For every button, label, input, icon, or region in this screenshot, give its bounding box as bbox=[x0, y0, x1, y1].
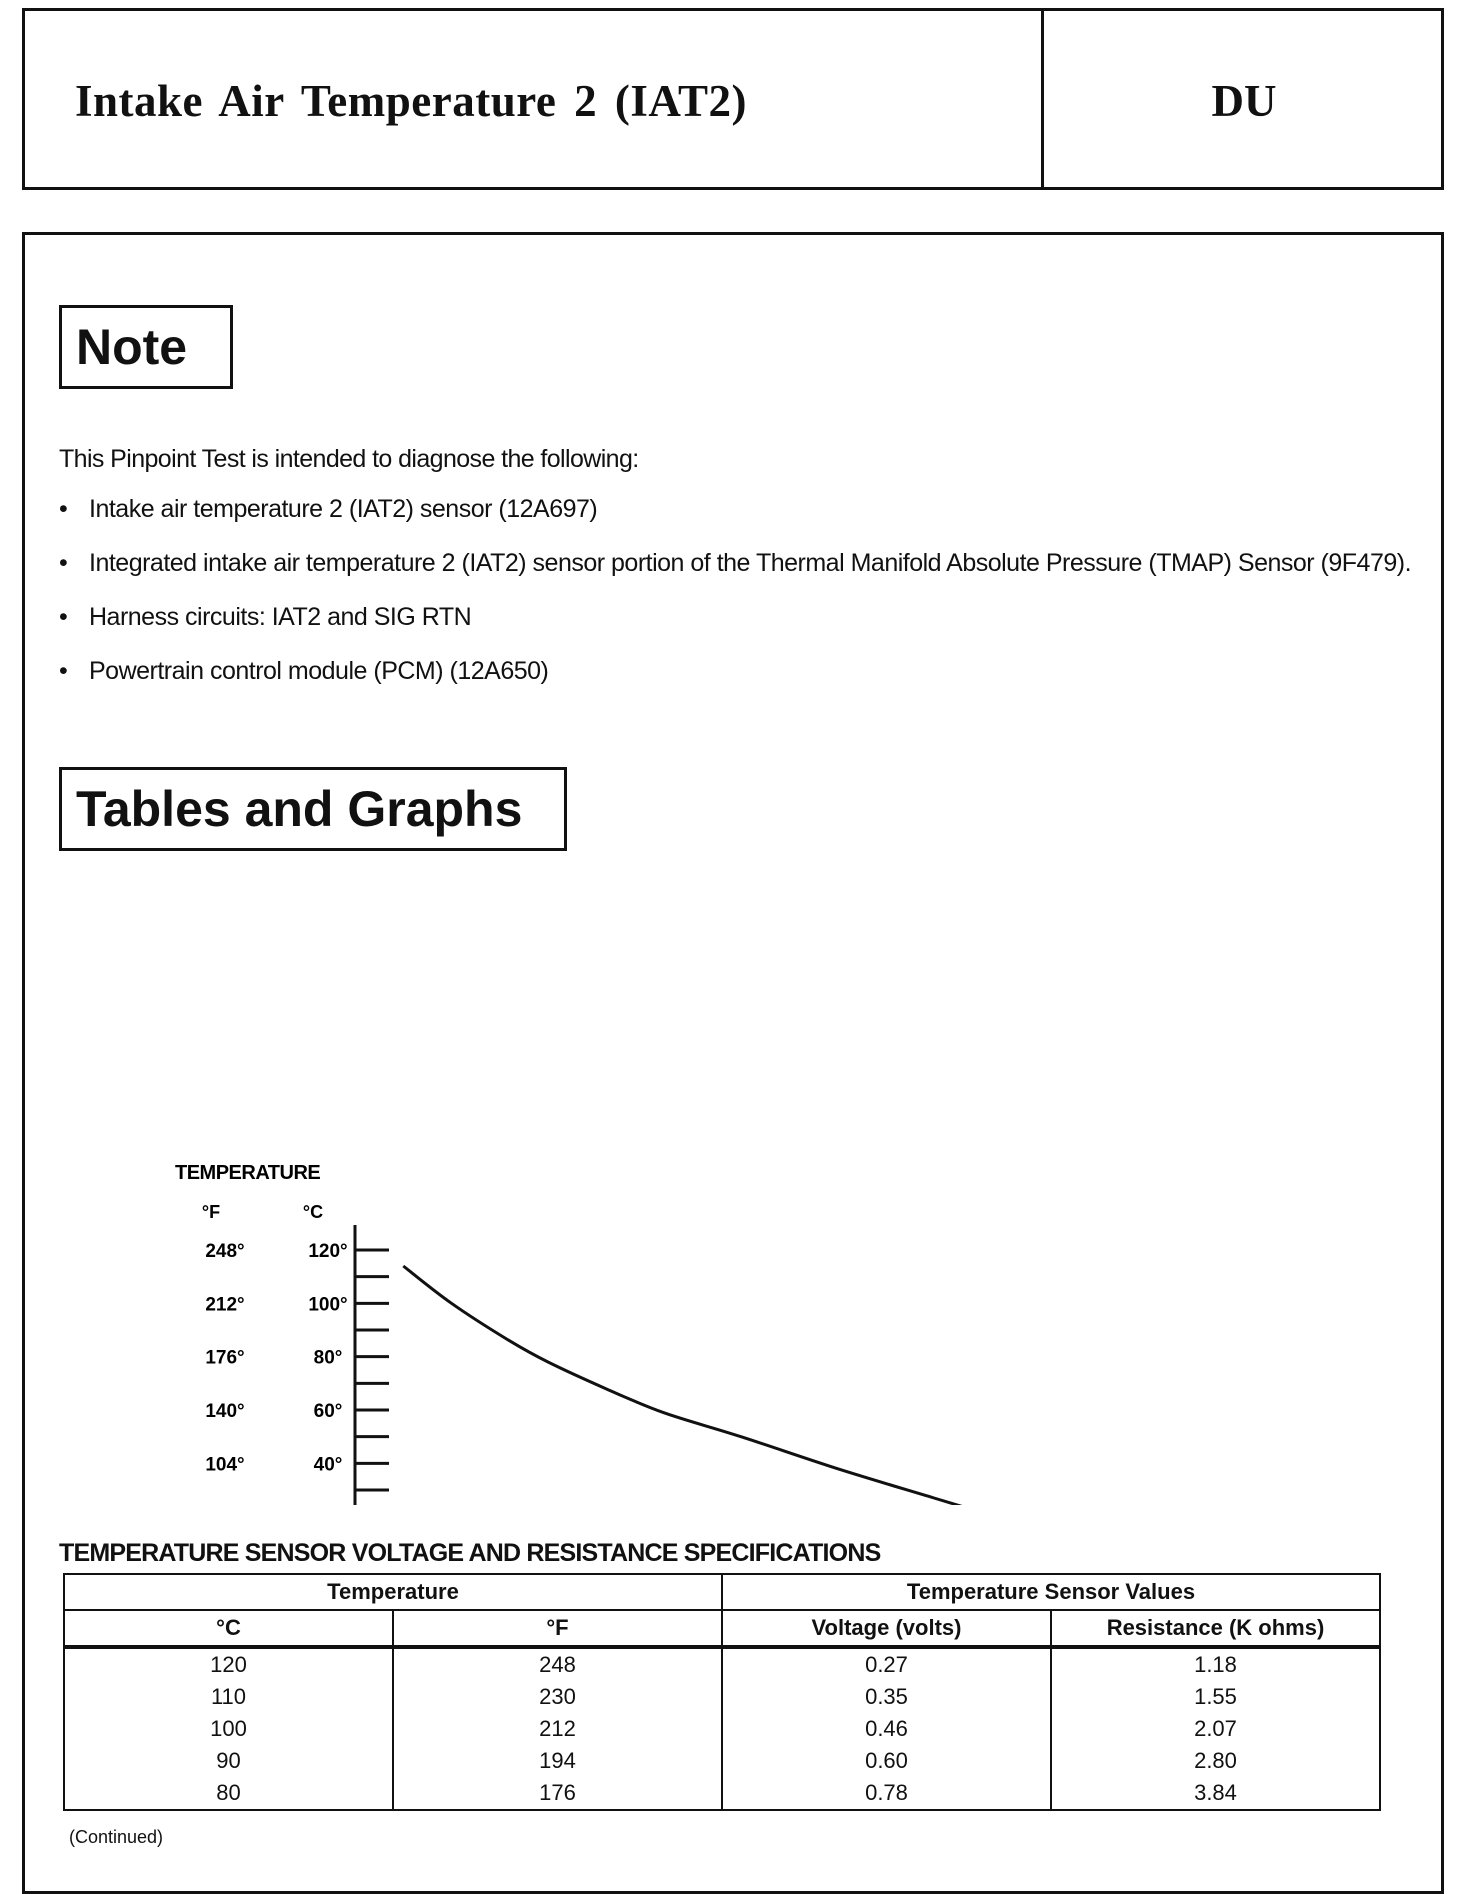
table-row bbox=[64, 1745, 1380, 1777]
column-header-celsius: °C bbox=[64, 1610, 393, 1647]
cell-resistance: 1.55 bbox=[1051, 1681, 1380, 1713]
cell-celsius: 100 bbox=[64, 1713, 393, 1745]
column-header-voltage: Voltage (volts) bbox=[722, 1610, 1051, 1647]
cell-voltage: 0.27 bbox=[722, 1647, 1051, 1681]
cell-celsius: 90 bbox=[64, 1745, 393, 1777]
header-box bbox=[22, 8, 1444, 190]
cell-voltage: 0.35 bbox=[722, 1681, 1051, 1713]
y-tick-label-c: 40° bbox=[313, 1454, 343, 1476]
cell-fahrenheit: 194 bbox=[393, 1745, 722, 1777]
cell-voltage: 0.60 bbox=[722, 1745, 1051, 1777]
table-row bbox=[64, 1681, 1380, 1713]
y-tick-label-c: 60° bbox=[313, 1401, 343, 1422]
cell-resistance: 1.18 bbox=[1051, 1647, 1380, 1681]
cell-resistance: 2.07 bbox=[1051, 1713, 1380, 1745]
column-header-fahrenheit: °F bbox=[393, 1610, 722, 1647]
cell-resistance: 3.84 bbox=[1051, 1777, 1380, 1810]
cell-fahrenheit: 248 bbox=[393, 1647, 722, 1681]
table-row bbox=[64, 1647, 1380, 1681]
cell-voltage: 0.78 bbox=[722, 1777, 1051, 1810]
tables-and-graphs-heading: Tables and Graphs bbox=[59, 767, 567, 851]
y-tick-label-f: 212° bbox=[205, 1294, 245, 1316]
y-tick-label-c: 120° bbox=[308, 1241, 348, 1262]
main-content-box bbox=[22, 232, 1444, 1894]
table-row bbox=[64, 1713, 1380, 1745]
cell-resistance: 2.80 bbox=[1051, 1745, 1380, 1777]
y-tick-label-f: 248° bbox=[205, 1241, 245, 1262]
y-tick-label-c: 100° bbox=[308, 1294, 348, 1316]
y-tick-label-f: 140° bbox=[205, 1401, 245, 1422]
y-axis-unit-f: °F bbox=[201, 1202, 221, 1222]
column-header-resistance: Resistance (K ohms) bbox=[1051, 1610, 1380, 1647]
spec-table bbox=[63, 1573, 1381, 1811]
note-heading: Note bbox=[59, 305, 233, 389]
series-line bbox=[403, 1266, 1040, 1505]
spec-table-caption: TEMPERATURE SENSOR VOLTAGE AND RESISTANCE SPECIFICATIONS bbox=[59, 1539, 881, 1567]
temperature-voltage-chart bbox=[25, 915, 1425, 1505]
cell-fahrenheit: 176 bbox=[393, 1777, 722, 1810]
cell-fahrenheit: 212 bbox=[393, 1713, 722, 1745]
diagnose-list bbox=[59, 493, 1419, 709]
group-header-sensor-values: Temperature Sensor Values bbox=[722, 1574, 1380, 1610]
cell-fahrenheit: 230 bbox=[393, 1681, 722, 1713]
y-tick-label-f: 176° bbox=[205, 1347, 245, 1369]
cell-celsius: 120 bbox=[64, 1647, 393, 1681]
chart-title: TEMPERATURE bbox=[175, 1162, 321, 1184]
group-header-temperature: Temperature bbox=[64, 1574, 722, 1610]
continued-note: (Continued) bbox=[69, 1827, 164, 1847]
table-row bbox=[64, 1777, 1380, 1810]
cell-celsius: 80 bbox=[64, 1777, 393, 1810]
y-axis-unit-c: °C bbox=[302, 1202, 324, 1222]
page-title: Intake Air Temperature 2 (IAT2) bbox=[75, 76, 748, 126]
cell-voltage: 0.46 bbox=[722, 1713, 1051, 1745]
note-intro: This Pinpoint Test is intended to diagnose the following: bbox=[59, 445, 639, 473]
y-tick-label-c: 80° bbox=[313, 1347, 343, 1369]
list-item: • Integrated intake air temperature 2 (IAT2) sensor portion of the Thermal Manifold Absolute Pressure (TMAP) Sensor (9F479). bbox=[59, 547, 1419, 580]
list-item: • Powertrain control module (PCM) (12A650) bbox=[59, 655, 1419, 688]
list-item: • Intake air temperature 2 (IAT2) sensor (12A697) bbox=[59, 493, 1419, 526]
pinpoint-test-code: DU bbox=[1211, 76, 1277, 126]
y-tick-label-f: 104° bbox=[205, 1454, 245, 1476]
list-item: • Harness circuits: IAT2 and SIG RTN bbox=[59, 601, 1419, 634]
cell-celsius: 110 bbox=[64, 1681, 393, 1713]
